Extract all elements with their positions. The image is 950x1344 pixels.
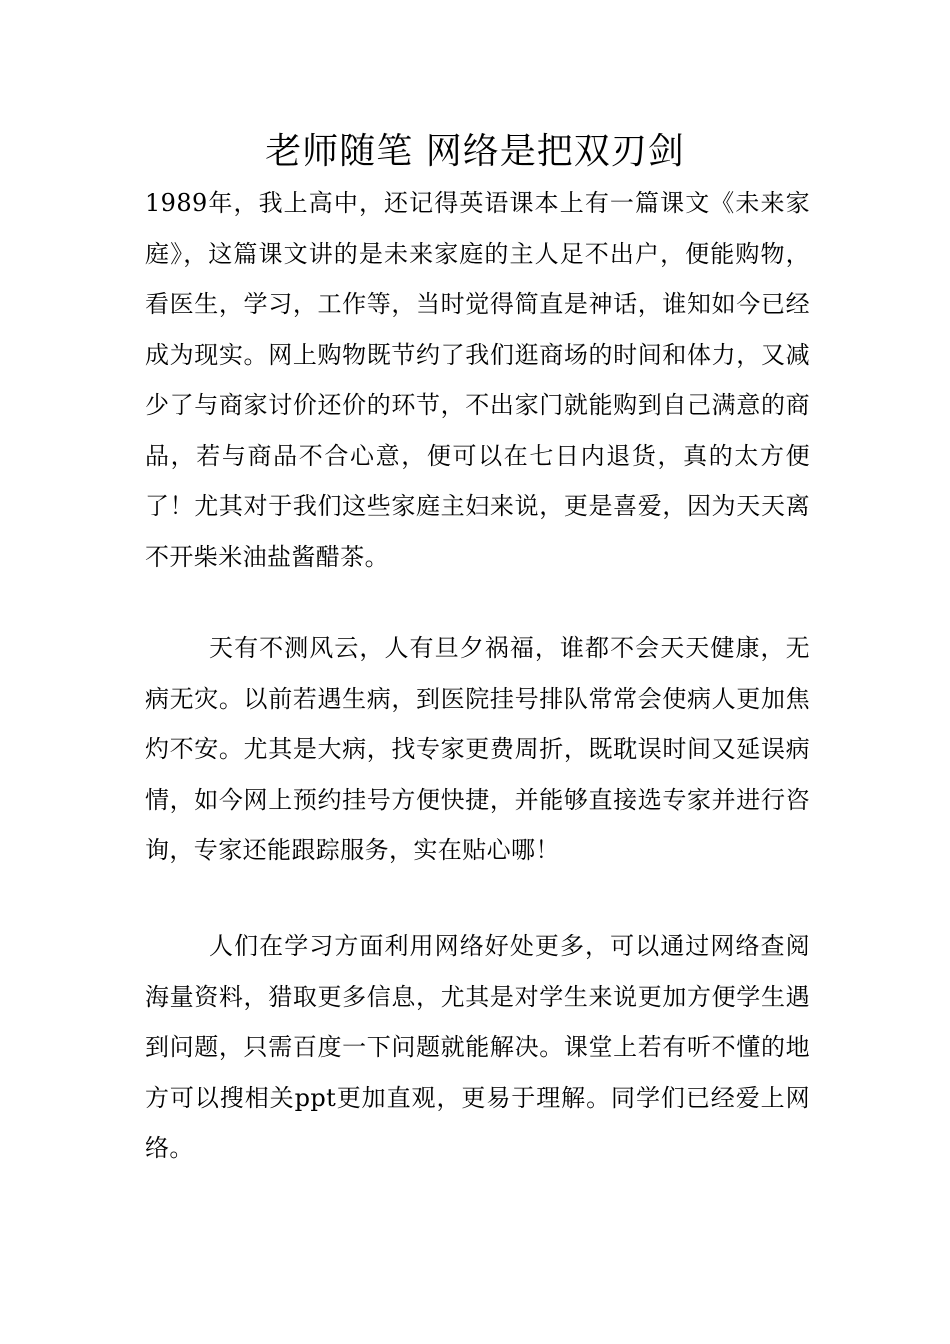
paragraph-online-shopping: 1989年，我上高中，还记得英语课本上有一篇课文《未来家庭》，这篇课文讲的是未来家庭的主人足不出户，便能购物，看医生，学习，工作等，当时觉得简直是神话，谁知如今已经成为现实。网上购物既节约了我们逛商场的时间和体力，又减少了与商家讨价还价的环节，不出家门就能购到自己满意的商品，若与商品不合心意，便可以在七日内退货，真的太方便了！尤其对于我们这些家庭主妇来说，更是喜爱，因为天天离不开柴米油盐酱醋茶。 [145,189,810,571]
paragraph-online-medical: 天有不测风云，人有旦夕祸福，谁都不会天天健康，无病无灾。以前若遇生病，到医院挂号排队常常会使病人更加焦灼不安。尤其是大病，找专家更费周折，既耽误时间又延误病情，如今网上预约挂号方便快捷，并能够直接选专家并进行咨询，专家还能跟踪服务，实在贴心哪！ [145,634,810,864]
paragraph-online-learning: 人们在学习方面利用网络好处更多，可以通过网络查阅海量资料，猎取更多信息，尤其是对学生来说更加方便学生遇到问题，只需百度一下问题就能解决。课堂上若有听不懂的地方可以搜相关ppt更加直观，更易于理解。同学们已经爱上网络。 [145,932,810,1162]
document-title: 老师随笔 网络是把双刃剑 [265,131,685,172]
